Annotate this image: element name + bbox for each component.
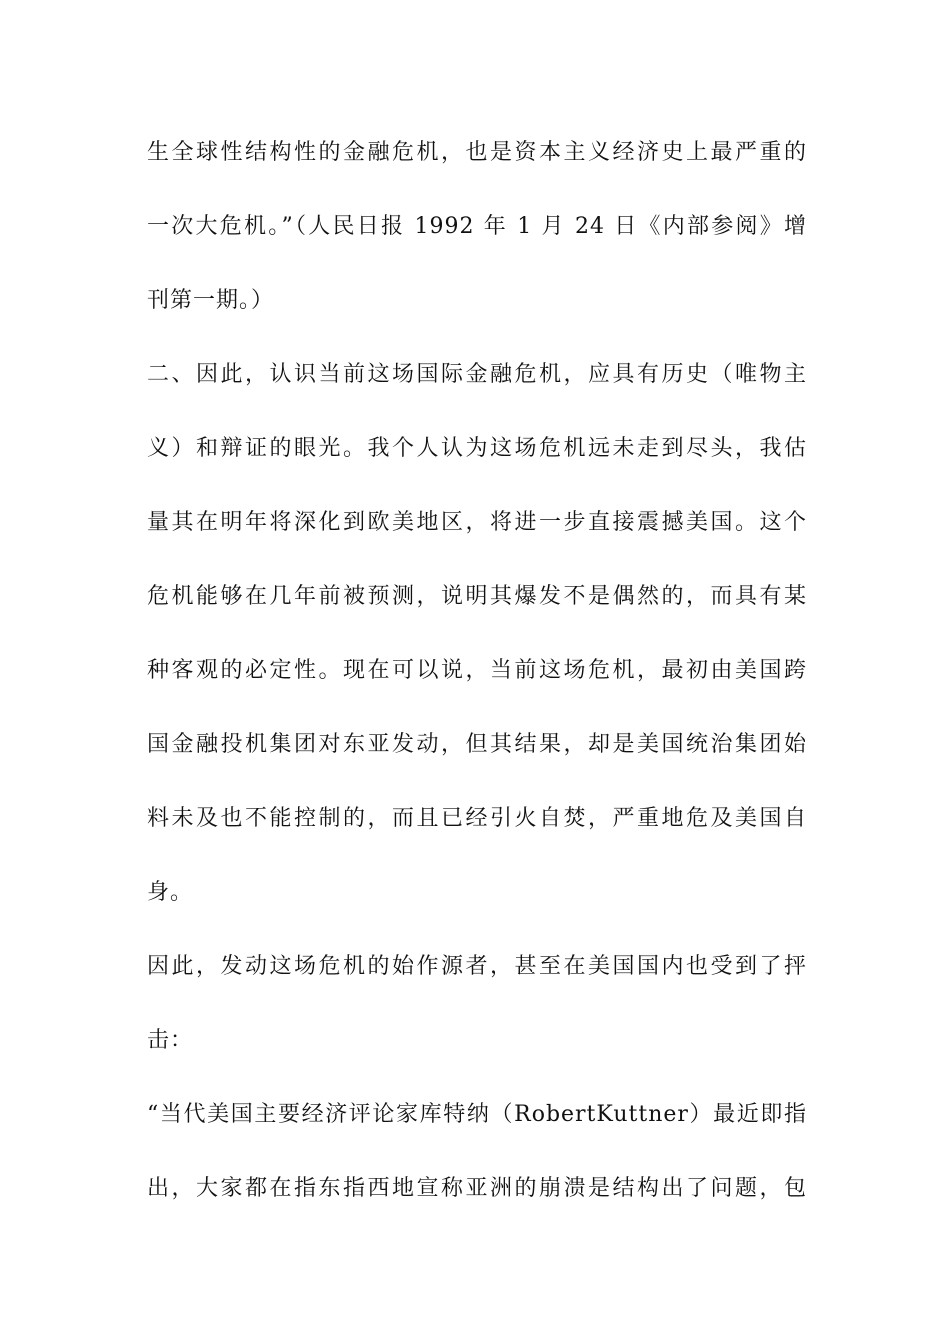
text-line: 击：: [147, 1028, 194, 1053]
text-line: 量其在明年将深化到欧美地区，将进一步直接震撼美国。这个: [147, 510, 807, 535]
text-line: 二、因此，认识当前这场国际金融危机，应具有历史（唯物主: [147, 362, 807, 387]
text-line: 生全球性结构性的金融危机，也是资本主义经济史上最严重的: [147, 140, 807, 165]
text-line: 因此，发动这场危机的始作源者，甚至在美国国内也受到了抨: [147, 954, 807, 979]
text-line: 料未及也不能控制的，而且已经引火自焚，严重地危及美国自: [147, 806, 807, 831]
text-line: 国金融投机集团对东亚发动，但其结果，却是美国统治集团始: [147, 732, 807, 757]
text-line: 危机能够在几年前被预测，说明其爆发不是偶然的，而具有某: [147, 584, 807, 609]
text-line: 刊第一期。）: [147, 288, 275, 313]
text-line: 一次大危机。”（人民日报 1992 年 1 月 24 日《内部参阅》增: [147, 214, 807, 239]
text-line: 出，大家都在指东指西地宣称亚洲的崩溃是结构出了问题，包: [147, 1176, 807, 1201]
text-line: 义）和辩证的眼光。我个人认为这场危机远未走到尽头，我估: [147, 436, 807, 461]
text-line: 种客观的必定性。现在可以说，当前这场危机，最初由美国跨: [147, 658, 807, 683]
body-text: [147, 128, 807, 1238]
text-line: 身。: [147, 880, 194, 905]
text-line: “当代美国主要经济评论家库特纳（RobertKuttner）最近即指: [147, 1102, 807, 1127]
